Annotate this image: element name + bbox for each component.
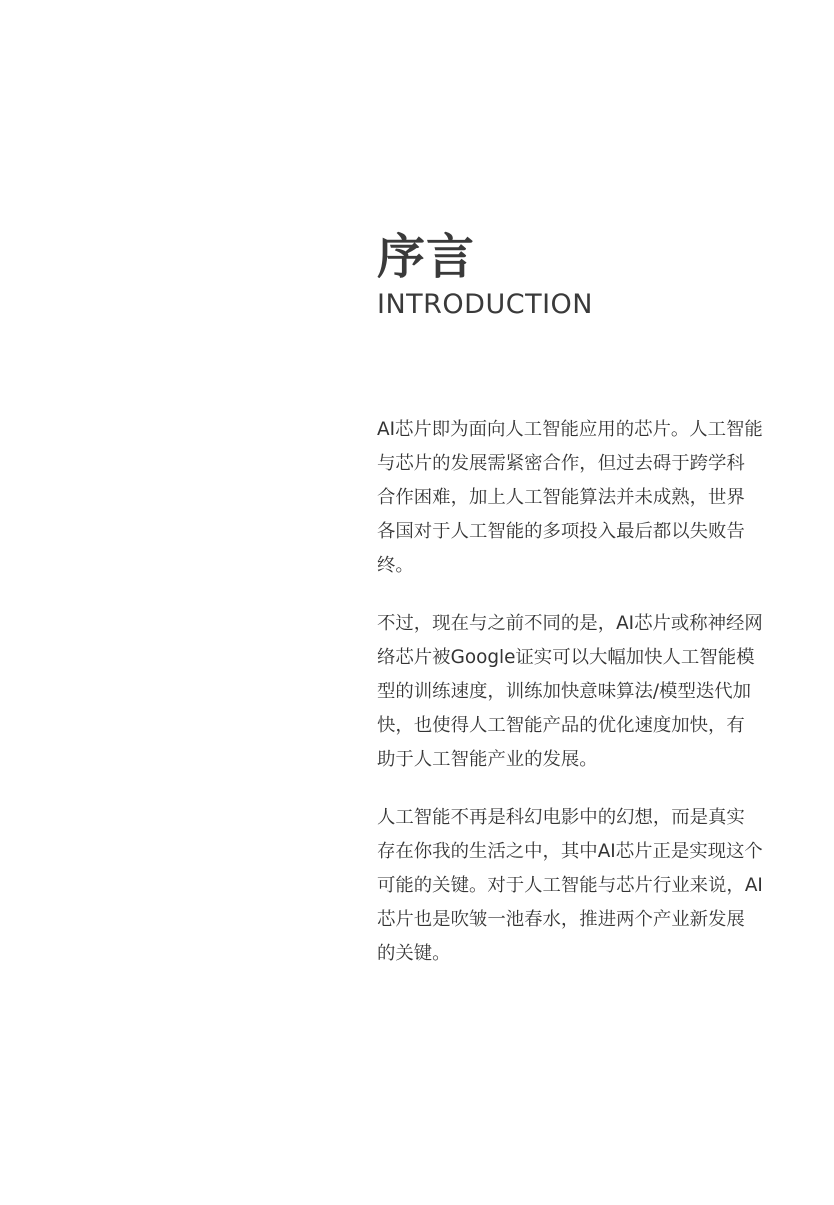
page-title: 序言: [377, 229, 476, 285]
paragraph-1: AI芯片即为面向人工智能应用的芯片。人工智能与芯片的发展需紧密合作，但过去碍于跨学科合作困难，加上人工智能算法并未成熟，世界各国对于人工智能的多项投入最后都以失败告终。: [377, 419, 763, 576]
paragraph-3: 人工智能不再是科幻电影中的幻想，而是真实存在你我的生活之中，其中AI芯片正是实现这个可能的关键。对于人工智能与芯片行业来说，AI芯片也是吹皱一池春水，推进两个产业新发展的关键。: [377, 807, 763, 964]
page-subtitle: INTRODUCTION: [377, 289, 593, 320]
body-text: [377, 413, 763, 995]
paragraph-2: 不过，现在与之前不同的是，AI芯片或称神经网络芯片被Google证实可以大幅加快人工智能模型的训练速度，训练加快意味算法/模型迭代加快，也使得人工智能产品的优化速度加快，有助于人工智能产业的发展。: [377, 613, 763, 770]
heading-block: [377, 226, 797, 321]
